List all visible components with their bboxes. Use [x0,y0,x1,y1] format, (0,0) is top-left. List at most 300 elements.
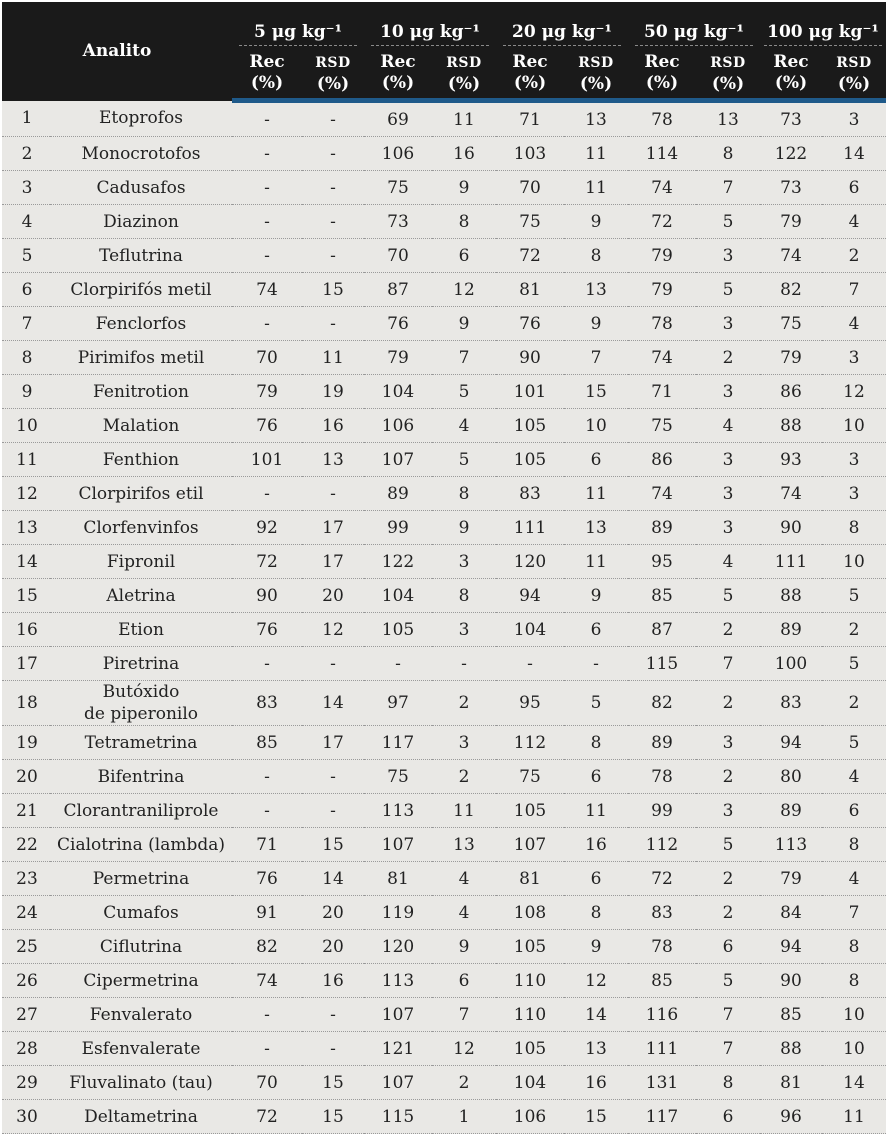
rec-value: 97 [364,681,432,726]
rsd-value: 2 [822,681,886,726]
rsd-value: 14 [822,137,886,171]
rsd-label: RSD [710,54,746,71]
rsd-value: 6 [822,171,886,205]
rsd-value: - [302,239,364,273]
rsd-value: 16 [564,828,628,862]
analyte-header: Analito [2,2,232,101]
table-row [2,681,886,726]
percent-label: (%) [513,73,547,93]
analyte-name: Permetrina [50,862,232,896]
table-row [2,613,886,647]
rec-value: 79 [364,341,432,375]
rec-value: 82 [760,273,822,307]
table-row [2,579,886,613]
rsd-value: 5 [696,205,760,239]
rsd-value: 8 [564,726,628,760]
rsd-value: 13 [564,511,628,545]
table-row [2,760,886,794]
rec-value: 112 [628,828,696,862]
table-row [2,341,886,375]
rec-value: 91 [232,896,302,930]
rec-value: 90 [496,341,564,375]
rec-value: 87 [628,613,696,647]
rec-value: 81 [496,862,564,896]
rsd-value: 5 [822,647,886,681]
rec-value: 89 [628,726,696,760]
rsd-value: 9 [432,307,496,341]
rec-value: 83 [232,681,302,726]
rec-value: 70 [232,1066,302,1100]
rsd-value: 11 [822,1100,886,1134]
analyte-name: Malation [50,409,232,443]
analyte-name: Cialotrina (lambda) [50,828,232,862]
table-row [2,964,886,998]
rsd-value: 4 [822,307,886,341]
rec-value: 79 [628,273,696,307]
percent-label: (%) [711,73,745,94]
analyte-name: Clorfenvinfos [50,511,232,545]
rsd-value: 9 [432,930,496,964]
rec-value: 104 [496,1066,564,1100]
row-number: 7 [2,307,50,341]
rsd-value: 5 [564,681,628,726]
rec-value: 74 [760,239,822,273]
rec-value: 75 [628,409,696,443]
rec-value: 117 [364,726,432,760]
rsd-value: 11 [564,545,628,579]
rec-value: 122 [364,545,432,579]
rec-value: 76 [364,307,432,341]
rsd-value: 2 [822,613,886,647]
analyte-name: Aletrina [50,579,232,613]
rec-value: 86 [628,443,696,477]
rec-value: 90 [232,579,302,613]
rec-label: Rec [249,52,285,72]
analyte-name: Esfenvalerate [50,1032,232,1066]
rsd-value: - [302,137,364,171]
table-row [2,1066,886,1100]
rec-value: 100 [760,647,822,681]
table-row [2,998,886,1032]
rec-value: 113 [364,964,432,998]
rec-column-header [496,48,564,101]
percent-label: (%) [645,73,679,93]
analyte-name-line1: Butóxido [102,682,180,702]
rsd-value: 3 [696,726,760,760]
rsd-value: - [302,101,364,137]
row-number: 26 [2,964,50,998]
rsd-value: 6 [696,1100,760,1134]
group-header [364,2,496,48]
rsd-value: 8 [822,511,886,545]
rsd-value: 6 [822,794,886,828]
rsd-value: 7 [822,273,886,307]
rsd-value: 5 [696,828,760,862]
rec-value: 83 [496,477,564,511]
rec-value: - [232,1032,302,1066]
rsd-value: 11 [432,794,496,828]
table-row [2,205,886,239]
rsd-value: 11 [564,477,628,511]
rsd-value: 14 [564,998,628,1032]
rec-value: 107 [364,828,432,862]
rsd-value: 2 [432,1066,496,1100]
percent-label: (%) [837,73,871,94]
row-number: 20 [2,760,50,794]
table-row [2,862,886,896]
table-row [2,137,886,171]
table-row [2,930,886,964]
rec-value: 131 [628,1066,696,1100]
rec-value: 74 [628,341,696,375]
rec-value: 105 [496,930,564,964]
analyte-name: Teflutrina [50,239,232,273]
analyte-name: Ciflutrina [50,930,232,964]
rec-value: 104 [496,613,564,647]
table-row [2,307,886,341]
rsd-value: 15 [564,1100,628,1134]
rec-value: 75 [364,760,432,794]
rsd-value: 7 [432,998,496,1032]
rec-label: Rec [773,52,809,72]
table-row [2,239,886,273]
row-number: 14 [2,545,50,579]
rsd-value: 15 [302,1100,364,1134]
rec-value: 107 [364,443,432,477]
rsd-value: 7 [696,171,760,205]
rsd-value: 16 [564,1066,628,1100]
rsd-value: 3 [822,477,886,511]
rec-value: 79 [760,862,822,896]
rec-value: 120 [496,545,564,579]
percent-label: (%) [381,73,415,93]
rec-value: 93 [760,443,822,477]
rec-value: 92 [232,511,302,545]
rec-value: 76 [496,307,564,341]
rsd-value: 20 [302,579,364,613]
table-row [2,443,886,477]
rec-value: 74 [628,477,696,511]
rsd-value: 2 [696,613,760,647]
rec-value: 73 [364,205,432,239]
rsd-value: 20 [302,930,364,964]
rsd-value: 8 [696,1066,760,1100]
row-number: 22 [2,828,50,862]
rsd-value: 5 [822,579,886,613]
rsd-value: 14 [302,681,364,726]
rec-value: 90 [760,511,822,545]
row-number: 13 [2,511,50,545]
rsd-value: 12 [432,1032,496,1066]
rec-value: 105 [496,443,564,477]
rsd-value: 13 [696,101,760,137]
group-label: 10 μg kg⁻¹ [371,22,489,46]
table-row [2,511,886,545]
analyte-name: Fipronil [50,545,232,579]
rec-value: - [232,171,302,205]
rsd-value: 3 [432,726,496,760]
rsd-value: 3 [696,443,760,477]
analyte-name: Pirimifos metil [50,341,232,375]
rec-value: 113 [760,828,822,862]
analyte-name: Fluvalinato (tau) [50,1066,232,1100]
rec-value: 104 [364,579,432,613]
rec-value: 82 [628,681,696,726]
rec-value: - [232,477,302,511]
rec-value: 113 [364,794,432,828]
rec-value: 89 [628,511,696,545]
analyte-name-line2: de piperonilo [83,704,199,724]
rsd-value: 3 [696,477,760,511]
rsd-value: 5 [432,375,496,409]
rsd-value: 17 [302,726,364,760]
rsd-value: 6 [432,239,496,273]
rsd-value: 6 [696,930,760,964]
rsd-value: 2 [696,896,760,930]
rec-value: 73 [760,101,822,137]
rec-value: 74 [232,273,302,307]
table-row [2,896,886,930]
rec-value: 95 [496,681,564,726]
row-number: 12 [2,477,50,511]
row-number: 10 [2,409,50,443]
rsd-value: 7 [564,341,628,375]
rec-value: 72 [628,205,696,239]
rsd-value: 11 [564,794,628,828]
rsd-value: 2 [696,862,760,896]
analyte-name: Fenclorfos [50,307,232,341]
group-label: 20 μg kg⁻¹ [503,22,621,46]
row-number: 30 [2,1100,50,1134]
analyte-name: Bifentrina [50,760,232,794]
table-row [2,726,886,760]
table-row [2,101,886,137]
analyte-name: Cadusafos [50,171,232,205]
analyte-name: Piretrina [50,647,232,681]
rsd-label: RSD [578,54,614,71]
rsd-label: RSD [315,54,351,71]
rec-value: 116 [628,998,696,1032]
rec-value: 75 [760,307,822,341]
row-number: 2 [2,137,50,171]
rsd-value: 7 [822,896,886,930]
rsd-value: 13 [564,273,628,307]
rsd-label: RSD [836,54,872,71]
table-row [2,375,886,409]
rec-value: 96 [760,1100,822,1134]
rec-value: 71 [628,375,696,409]
group-label: 50 μg kg⁻¹ [635,22,753,46]
row-number: 1 [2,101,50,137]
rsd-value: 4 [822,862,886,896]
rsd-value: 19 [302,375,364,409]
rsd-value: - [302,477,364,511]
rec-value: 101 [496,375,564,409]
row-number: 3 [2,171,50,205]
rec-value: 72 [628,862,696,896]
rsd-value: 5 [432,443,496,477]
rec-value: 76 [232,862,302,896]
analyte-name: Diazinon [50,205,232,239]
rsd-value: 10 [822,409,886,443]
rec-column-header [364,48,432,101]
rsd-value: 2 [696,681,760,726]
rec-value: 94 [760,726,822,760]
rec-value: 117 [628,1100,696,1134]
percent-label: (%) [316,73,350,94]
rec-column-header [628,48,696,101]
analyte-name: Monocrotofos [50,137,232,171]
rsd-value: 2 [696,760,760,794]
rec-value: 70 [496,171,564,205]
analyte-name: Etoprofos [50,101,232,137]
rec-value: 76 [232,613,302,647]
rec-value: 72 [232,545,302,579]
table-row [2,545,886,579]
rec-value: 81 [496,273,564,307]
rsd-value: 4 [696,409,760,443]
rsd-value: 14 [302,862,364,896]
rsd-value: 12 [432,273,496,307]
rec-value: 106 [364,409,432,443]
rec-value: 105 [496,794,564,828]
row-number: 5 [2,239,50,273]
rec-value: 99 [364,511,432,545]
rsd-value: 8 [432,205,496,239]
rec-value: 88 [760,1032,822,1066]
rec-value: 104 [364,375,432,409]
row-number: 19 [2,726,50,760]
rec-value: 90 [760,964,822,998]
row-number: 27 [2,998,50,1032]
row-number: 29 [2,1066,50,1100]
rsd-value: 3 [696,307,760,341]
rec-value: 115 [364,1100,432,1134]
rec-value: 85 [628,579,696,613]
analyte-name: Etion [50,613,232,647]
analyte-name: Fenthion [50,443,232,477]
rsd-value: 4 [822,760,886,794]
rsd-value: - [302,998,364,1032]
rsd-value: 3 [696,511,760,545]
rsd-value: - [302,794,364,828]
rsd-value: 3 [432,545,496,579]
rsd-value: 7 [432,341,496,375]
row-number: 4 [2,205,50,239]
rec-value: 81 [760,1066,822,1100]
row-number: 18 [2,681,50,726]
group-label: 5 μg kg⁻¹ [239,22,357,46]
rsd-value: 8 [564,239,628,273]
rsd-value: 10 [822,998,886,1032]
percent-label: (%) [579,73,613,94]
rec-value: 78 [628,760,696,794]
rsd-value: 5 [822,726,886,760]
row-number: 23 [2,862,50,896]
rec-value: 106 [496,1100,564,1134]
analyte-name: Clorpirifos etil [50,477,232,511]
rsd-value: 13 [302,443,364,477]
analyte-name: Fenitrotion [50,375,232,409]
row-number: 24 [2,896,50,930]
rec-value: 85 [760,998,822,1032]
rec-value: 107 [364,1066,432,1100]
rec-column-header [232,48,302,101]
percent-label: (%) [250,73,284,93]
rsd-value: 2 [822,239,886,273]
rec-value: 79 [760,341,822,375]
rec-value: 85 [232,726,302,760]
rsd-value: 16 [302,409,364,443]
rsd-value: 9 [564,307,628,341]
analyte-name: Cumafos [50,896,232,930]
rsd-value: 2 [432,760,496,794]
rsd-value: 10 [822,1032,886,1066]
rsd-value: 9 [432,171,496,205]
table-header [2,2,886,101]
rsd-value: 4 [432,409,496,443]
rsd-value: 10 [564,409,628,443]
row-number: 28 [2,1032,50,1066]
group-header [496,2,628,48]
percent-label: (%) [447,73,481,94]
rec-value: 89 [760,794,822,828]
rec-value: 105 [496,1032,564,1066]
analyte-name: Clorpirifós metil [50,273,232,307]
analyte-name: Clorantraniliprole [50,794,232,828]
rec-value: 87 [364,273,432,307]
rsd-value: 5 [696,964,760,998]
rec-value: 73 [760,171,822,205]
rsd-value: 8 [822,930,886,964]
rsd-value: 6 [564,443,628,477]
group-header [628,2,760,48]
rec-value: - [364,647,432,681]
rec-value: 94 [760,930,822,964]
rsd-value: 5 [696,579,760,613]
rsd-value: 7 [696,647,760,681]
rsd-value: 13 [564,101,628,137]
table-body [2,101,886,1134]
rsd-value: 8 [822,828,886,862]
rsd-column-header [564,48,628,101]
rec-value: 88 [760,579,822,613]
rsd-value: 3 [822,443,886,477]
rec-column-header [760,48,822,101]
rsd-value: 17 [302,511,364,545]
rsd-value: - [302,647,364,681]
rec-value: 85 [628,964,696,998]
analyte-name: Deltametrina [50,1100,232,1134]
rec-value: 75 [496,760,564,794]
rsd-value: 20 [302,896,364,930]
rec-value: 74 [628,171,696,205]
rec-value: 72 [496,239,564,273]
rsd-value: 11 [302,341,364,375]
rsd-value: - [302,205,364,239]
rec-value: 72 [232,1100,302,1134]
rec-value: - [232,307,302,341]
rsd-value: 8 [432,477,496,511]
rec-value: 79 [628,239,696,273]
rec-value: 71 [496,101,564,137]
rsd-value: 14 [822,1066,886,1100]
rec-value: 71 [232,828,302,862]
rec-value: 111 [496,511,564,545]
group-header [760,2,886,48]
rec-label: Rec [380,52,416,72]
rec-value: - [496,647,564,681]
